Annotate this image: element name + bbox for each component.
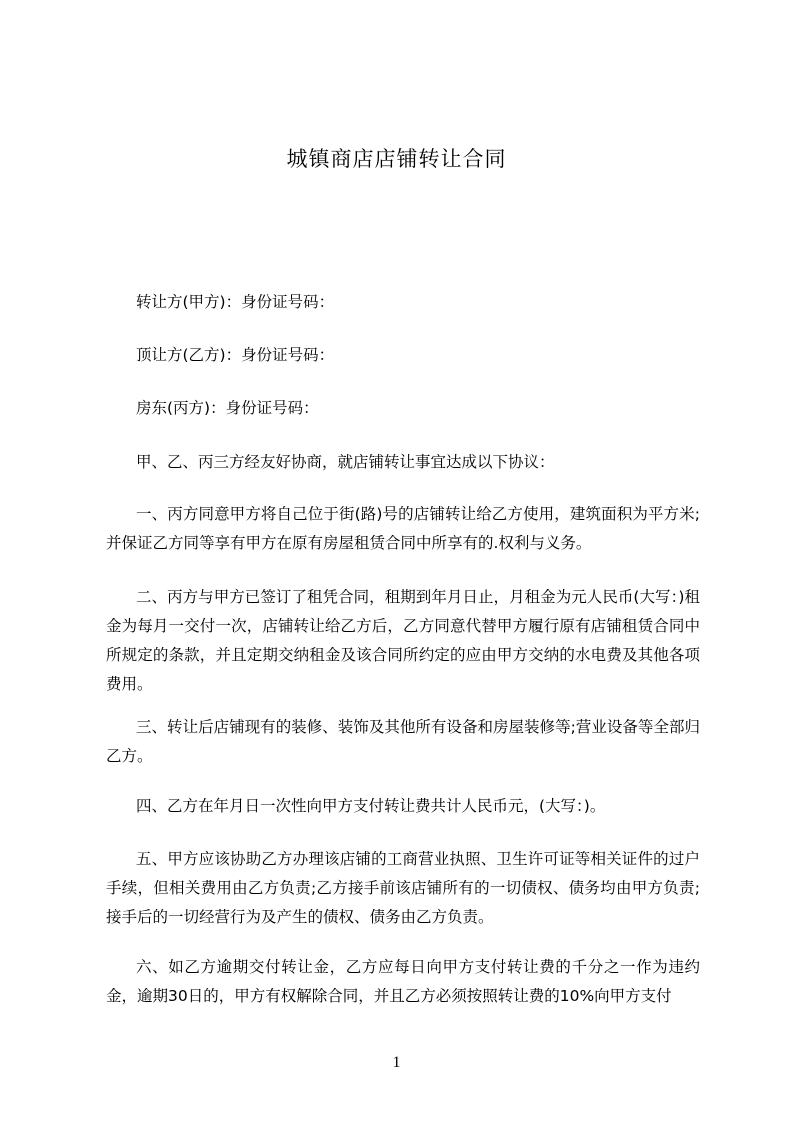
party-transferor-line: 转让方(甲方)：身份证号码： [136, 293, 335, 311]
clause-3: 三、转让后店铺现有的装修、装饰及其他所有设备和房屋装修等;营业设备等全部归乙方。 [106, 718, 700, 765]
agreement-preamble: 甲、乙、丙三方经友好协商，就店铺转让事宜达成以下协议： [136, 453, 555, 471]
party-transferee-line: 顶让方(乙方)：身份证号码： [136, 346, 335, 364]
clause-2: 二、丙方与甲方已签订了租凭合同，租期到年月日止，月租金为元人民币(大写：)租金为每月一交付一次，店铺转让给乙方后，乙方同意代替甲方履行原有店铺租赁合同中所规定的条款，并且定期交纳租金及该合同所约定的应由甲方交纳的水电费及其他各项费用。 [106, 588, 700, 693]
clause-5: 五、甲方应该协助乙方办理该店铺的工商营业执照、卫生许可证等相关证件的过户手续，但相关费用由乙方负责;乙方接手前该店铺所有的一切债权、债务均由甲方负责;接手后的一切经营行为及产生的债权、债务由乙方负责。 [106, 850, 700, 926]
document-title: 城镇商店店铺转让合同 [286, 147, 507, 171]
clause-4: 四、乙方在年月日一次性向甲方支付转让费共计人民币元，(大写：)。 [136, 797, 606, 815]
clause-6: 六、如乙方逾期交付转让金，乙方应每日向甲方支付转让费的千分之一作为违约金，逾期30日的，甲方有权解除合同，并且乙方必须按照转让费的10%向甲方支付 [106, 958, 700, 1005]
party-landlord-line: 房东(丙方)：身份证号码： [136, 399, 319, 417]
page-number: 1 [392, 1054, 401, 1071]
clause-1: 一、丙方同意甲方将自己位于街(路)号的店铺转让给乙方使用，建筑面积为平方米;并保证乙方同等享有甲方在原有房屋租赁合同中所享有的.权利与义务。 [106, 505, 700, 552]
